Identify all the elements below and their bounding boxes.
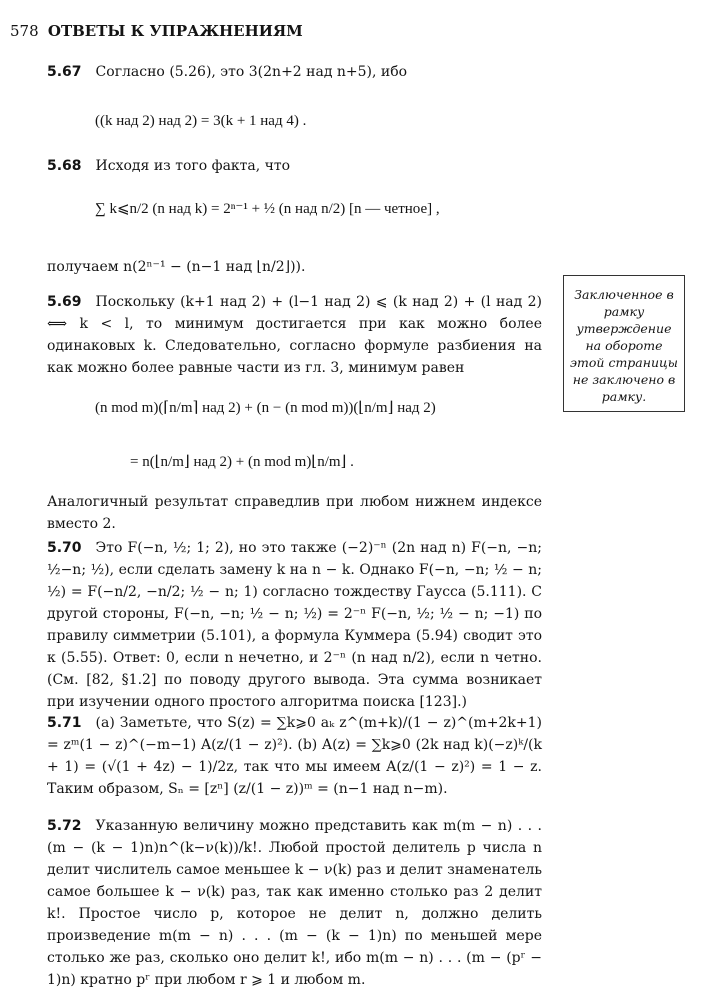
page-number: 578 (10, 22, 39, 40)
formula-5-69-line1: (n mod m)(⌈n/m⌉ над 2) + (n − (n mod m))(⌊n/m⌋ над 2) (95, 400, 436, 416)
exercise-text: Указанную величину можно представить как m(m − n) . . . (m − (k − 1)n)n^(k−ν(k))/k!. Любой простой делитель p числа n делит числитель самое меньшее k − ν(k) раз и делит знаменатель самое большее k − ν(k) раз, так как именно столько раз 2 делит k!. Простое число p, которое не делит n, должно делить произведение m(m − n) . . . (m − (k − 1)n) по меньшей мере столько же раз, сколько оно делит k!, ибо m(m − n) . . . (m − (pʳ − 1)n) кратно pʳ при любом r ⩾ 1 и любом m. (47, 818, 542, 988)
formula-5-68: ∑ k⩽n/2 (n над k) = 2ⁿ⁻¹ + ½ (n над n/2) [n — четное] , (95, 201, 440, 217)
page-header (10, 22, 303, 40)
page-title: ОТВЕТЫ К УПРАЖНЕНИЯМ (47, 22, 303, 40)
exercise-text: Это F(−n, ½; 1; 2), но это также (−2)⁻ⁿ (2n над n) F(−n, −n; ½−n; ½), если сделать замену k на n − k. Однако F(−n, −n; ½ − n; ½) = F(−n/2, −n/2; ½ − n; 1) согласно тождеству Гаусса (5.111). С другой стороны, F(−n, −n; ½ − n; ½) = 2⁻ⁿ F(−n, ½; ½ − n; −1) по правилу симметрии (5.101), а формула Куммера (5.94) сводит это к (5.55). Ответ: 0, если n нечетно, и 2⁻ⁿ (n над n/2), если n четно. (См. [82, §1.2] по поводу другого вывода. Эта сумма возникает при изучении одного простого алгоритма поиска [123].) (47, 540, 542, 710)
formula-5-67: ((k над 2) над 2) = 3(k + 1 над 4) . (95, 113, 307, 129)
exercise-text: Согласно (5.26), это 3(2n+2 над n+5), ибо (95, 64, 408, 80)
exercise-text: Поскольку (k+1 над 2) + (l−1 над 2) ⩽ (k над 2) + (l над 2) ⟺ k < l, то минимум достигается при как можно более одинаковых k. Следовательно, согласно формуле разбиения на как можно более равные части из гл. 3, минимум равен (47, 294, 542, 376)
exercise-5-69 (47, 291, 542, 379)
exercise-5-68 (47, 155, 542, 177)
exercise-number: 5.68 (47, 158, 82, 174)
formula-5-69-line2: = n(⌊n/m⌋ над 2) + (n mod m)⌊n/m⌋ . (130, 454, 354, 470)
exercise-number: 5.71 (47, 715, 82, 731)
exercise-number: 5.67 (47, 64, 82, 80)
exercise-number: 5.72 (47, 818, 82, 834)
exercise-text: Исходя из того факта, что (95, 158, 291, 174)
exercise-5-72 (47, 815, 542, 991)
result-5-68: получаем n(2ⁿ⁻¹ − (n−1 над ⌊n/2⌋)). (47, 259, 306, 275)
tail-5-69: Аналогичный результат справедлив при любом нижнем индексе вместо 2. (47, 494, 542, 532)
exercise-text: (a) Заметьте, что S(z) = ∑k⩾0 aₖ z^(m+k)/(1 − z)^(m+2k+1) = zᵐ(1 − z)^(−m−1) A(z/(1 − z)²). (b) A(z) = ∑k⩾0 (2k над k)(−z)ᵏ/(k + 1) = (√(1 + 4z) − 1)/2z, так что мы имеем A(z/(1 − z)²) = 1 − z. Таким образом, Sₙ = [zⁿ] (z/(1 − z))ᵐ = (n−1 над n−m). (47, 715, 542, 797)
exercise-number: 5.69 (47, 294, 82, 310)
exercise-5-70 (47, 537, 542, 713)
exercise-number: 5.70 (47, 540, 82, 556)
exercise-5-67 (47, 61, 542, 83)
exercise-5-71 (47, 712, 542, 800)
margin-note-box: Заключенное в рамку утверждение на обороте этой страницы не заключено в рамку. (563, 275, 685, 412)
